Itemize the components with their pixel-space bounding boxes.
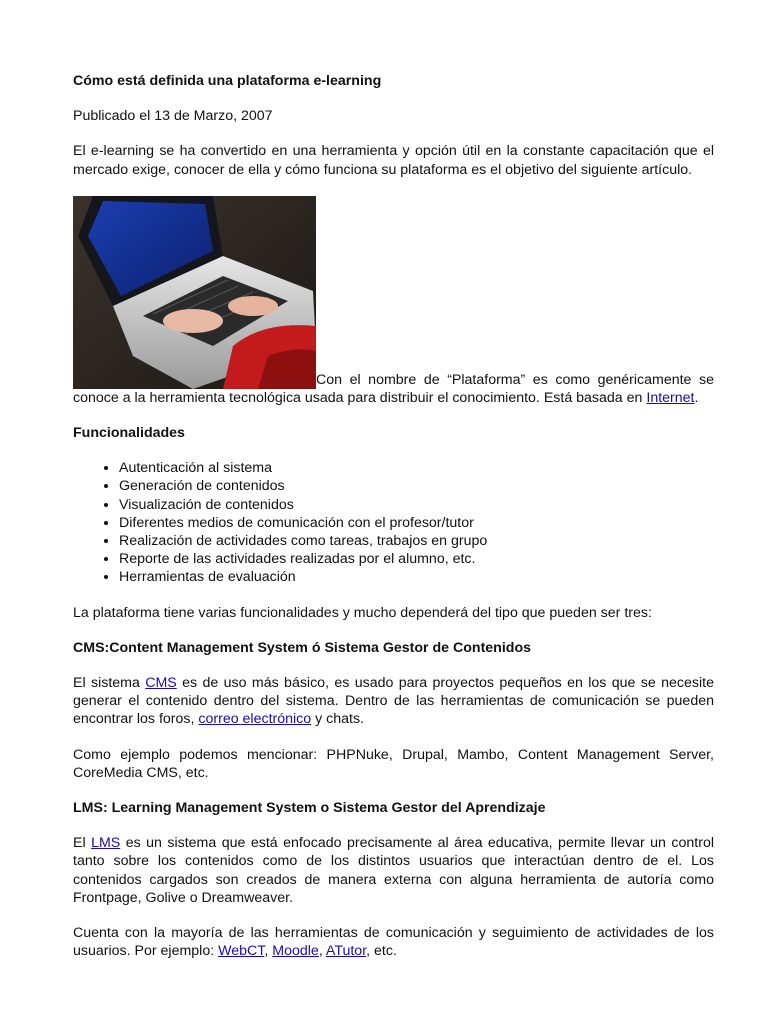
image-paragraph: Con el nombre de “Plataforma” es como genéricamente se conoce a la herramienta tecnológica usada para distribuir el conocimiento. Está basada en Internet. bbox=[73, 196, 714, 407]
cms-paragraph-2: Como ejemplo podemos mencionar: PHPNuke, Drupal, Mambo, Content Management Server, CoreMedia CMS, etc. bbox=[73, 746, 714, 781]
functionalities-summary: La plataforma tiene varias funcionalidades y mucho dependerá del tipo que pueden ser tres: bbox=[73, 604, 652, 621]
published-date: Publicado el 13 de Marzo, 2007 bbox=[73, 108, 273, 125]
list-item: • Autenticación al sistema bbox=[119, 459, 714, 477]
intro-paragraph: El e-learning se ha convertido en una herramienta y opción útil en la constante capacitación que el mercado exige, conocer de ella y cómo funciona su plataforma es el objetivo del siguiente artículo. bbox=[73, 143, 714, 178]
laptop-typing-photo bbox=[73, 196, 316, 389]
list-item: • Generación de contenidos bbox=[119, 477, 714, 495]
document-page bbox=[73, 72, 714, 977]
functionalities-heading: Funcionalidades bbox=[73, 425, 185, 442]
lms-heading: LMS: Learning Management System o Sistema Gestor del Aprendizaje bbox=[73, 800, 546, 817]
list-item: • Realización de actividades como tareas, trabajos en grupo bbox=[119, 532, 714, 550]
lms-link[interactable]: LMS bbox=[91, 835, 121, 852]
cms-heading: CMS:Content Management System ó Sistema Gestor de Contenidos bbox=[73, 639, 532, 656]
lms-paragraph-2: Cuenta con la mayoría de las herramientas de comunicación y seguimiento de actividades de los usuarios. Por ejemplo: WebCT, Moodle, ATutor, etc. bbox=[73, 925, 714, 960]
internet-link[interactable]: Internet bbox=[646, 389, 695, 406]
list-item: • Visualización de contenidos bbox=[119, 496, 714, 514]
list-item: • Reporte de las actividades realizadas por el alumno, etc. bbox=[119, 550, 714, 568]
image-caption-text: Con el nombre de “Plataforma” es como genéricamente se conoce a la herramienta tecnológica usada para distribuir el conocimiento. Está basada en bbox=[73, 371, 714, 406]
lms-paragraph-1: El LMS es un sistema que está enfocado precisamente al área educativa, permite llevar un control tanto sobre los contenidos como de los distintos usuarios que interactúan dentro de el. Los contenidos cargados son creados de manera externa con alguna herramienta de autoría como Frontpage, Golive o Dreamweaver. bbox=[73, 835, 714, 906]
cms-link[interactable]: CMS bbox=[145, 675, 177, 692]
email-link[interactable]: correo electrónico bbox=[198, 711, 312, 728]
moodle-link[interactable]: Moodle bbox=[272, 943, 319, 960]
list-item: • Diferentes medios de comunicación con el profesor/tutor bbox=[119, 514, 714, 532]
article-title: Cómo está definida una plataforma e-learning bbox=[73, 73, 382, 89]
webct-link[interactable]: WebCT bbox=[218, 943, 265, 960]
functionalities-list bbox=[73, 459, 714, 586]
atutor-link[interactable]: ATutor bbox=[325, 943, 367, 960]
cms-paragraph-1: El sistema CMS es de uso más básico, es usado para proyectos pequeños en los que se necesite generar el contenido dentro del sistema. Dentro de las herramientas de comunicación se pueden encontrar los foros, correo electrónico y chats. bbox=[73, 675, 714, 728]
list-item: • Herramientas de evaluación bbox=[119, 568, 714, 586]
